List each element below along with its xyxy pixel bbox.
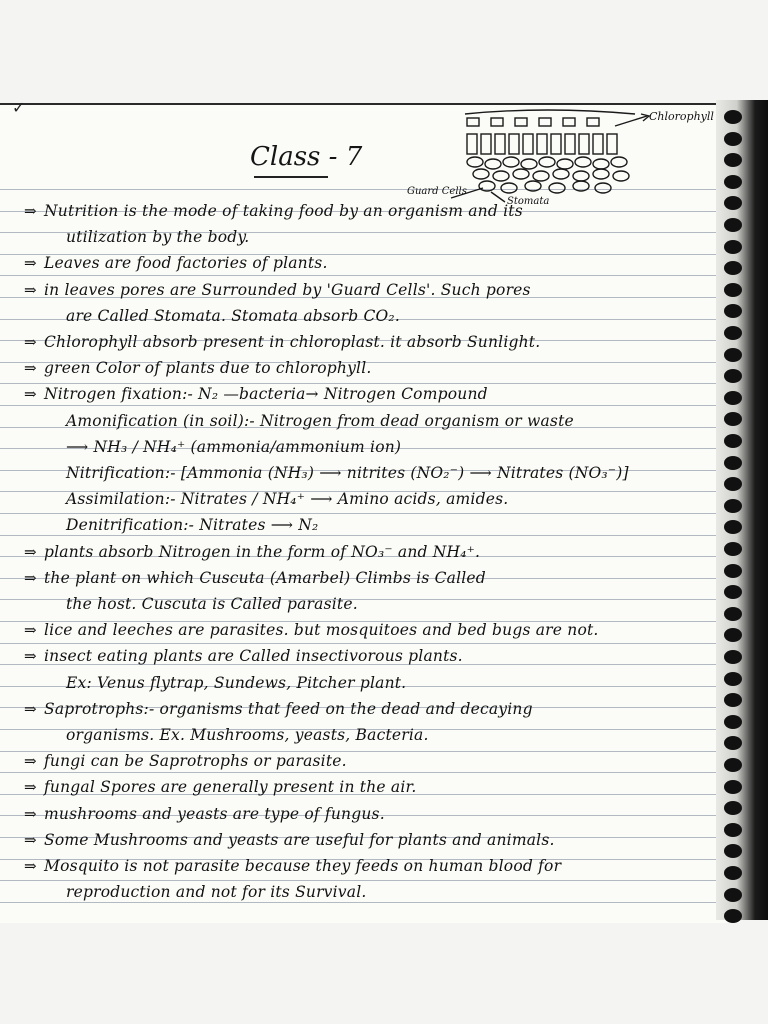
note-arrow: ⇒ [24, 700, 37, 718]
note-line: the plant on which Cuscuta (Amarbel) Climbs is Called [44, 569, 486, 587]
spiral-ring [724, 758, 742, 772]
spiral-ring [724, 736, 742, 750]
ruled-line [0, 880, 740, 881]
tick-mark: ✓ [12, 98, 26, 117]
note-line: in leaves pores are Surrounded by 'Guard Cells'. Such pores [44, 281, 531, 299]
note-line: Leaves are food factories of plants. [44, 254, 328, 272]
ruled-line [0, 643, 740, 644]
spiral-ring [724, 391, 742, 405]
note-line: Denitrification:- Nitrates ⟶ N₂ [66, 516, 319, 534]
leaf-cross-section-diagram [405, 106, 715, 210]
note-arrow: ⇒ [24, 752, 37, 770]
spiral-ring [724, 348, 742, 362]
note-line: utilization by the body. [66, 228, 250, 246]
ruled-line [0, 405, 740, 406]
spiral-ring [724, 304, 742, 318]
ruled-line [0, 513, 740, 514]
note-line: the host. Cuscuta is Called parasite. [66, 595, 358, 613]
note-arrow: ⇒ [24, 385, 37, 403]
title-underline [254, 176, 328, 178]
note-arrow: ⇒ [24, 831, 37, 849]
note-arrow: ⇒ [24, 647, 37, 665]
note-arrow: ⇒ [24, 333, 37, 351]
spiral-ring [724, 650, 742, 664]
note-line: ⟶ NH₃ / NH₄⁺ (ammonia/ammonium ion) [66, 438, 402, 456]
spiral-ring [724, 888, 742, 902]
note-arrow: ⇒ [24, 621, 37, 639]
spiral-ring [724, 261, 742, 275]
note-arrow: ⇒ [24, 359, 37, 377]
note-arrow: ⇒ [24, 254, 37, 272]
spiral-ring [724, 564, 742, 578]
note-line: Nitrogen fixation:- N₂ —bacteria→ Nitrogen Compound [44, 385, 488, 403]
note-line: Saprotrophs:- organisms that feed on the dead and decaying [44, 700, 533, 718]
spiral-ring [724, 153, 742, 167]
spiral-ring [724, 477, 742, 491]
note-arrow: ⇒ [24, 281, 37, 299]
note-arrow: ⇒ [24, 569, 37, 587]
note-line: Some Mushrooms and yeasts are useful for plants and animals. [44, 831, 555, 849]
note-arrow: ⇒ [24, 778, 37, 796]
notebook-page [0, 103, 740, 923]
spiral-ring [724, 909, 742, 923]
note-line: lice and leeches are parasites. but mosquitoes and bed bugs are not. [44, 621, 599, 639]
stomata-label: Stomata [507, 196, 550, 207]
note-line: green Color of plants due to chlorophyll. [44, 359, 372, 377]
note-line: Mosquito is not parasite because they feeds on human blood for [44, 857, 562, 875]
spiral-ring [724, 369, 742, 383]
spiral-ring [724, 499, 742, 513]
spiral-ring [724, 801, 742, 815]
ruled-line [0, 902, 740, 903]
spiral-ring [724, 412, 742, 426]
spiral-ring [724, 715, 742, 729]
ruled-line [0, 275, 740, 276]
note-line: mushrooms and yeasts are type of fungus. [44, 805, 385, 823]
guard-cells-label: Guard Cells [407, 186, 467, 197]
spiral-ring [724, 132, 742, 146]
spiral-ring [724, 456, 742, 470]
note-line: fungal Spores are generally present in the air. [44, 778, 417, 796]
spiral-ring [724, 218, 742, 232]
note-line: Chlorophyll absorb present in chloroplast. it absorb Sunlight. [44, 333, 541, 351]
spiral-ring [724, 110, 742, 124]
note-arrow: ⇒ [24, 202, 37, 220]
spiral-ring [724, 844, 742, 858]
note-line: insect eating plants are Called insectivorous plants. [44, 647, 463, 665]
note-line: Nitrification:- [Ammonia (NH₃) ⟶ nitrites (NO₂⁻) ⟶ Nitrates (NO₃⁻)] [66, 464, 629, 482]
note-line: Amonification (in soil):- Nitrogen from dead organism or waste [66, 412, 574, 430]
ruled-line [0, 535, 740, 536]
note-line: Ex: Venus flytrap, Sundews, Pitcher plant. [66, 674, 407, 692]
note-arrow: ⇒ [24, 805, 37, 823]
chlorophyll-label: Chlorophyll [649, 110, 714, 123]
note-arrow: ⇒ [24, 857, 37, 875]
note-line: are Called Stomata. Stomata absorb CO₂. [66, 307, 400, 325]
note-line: reproduction and not for its Survival. [66, 883, 367, 901]
note-line: Assimilation:- Nitrates / NH₄⁺ ⟶ Amino acids, amides. [66, 490, 509, 508]
spiral-ring [724, 607, 742, 621]
note-line: plants absorb Nitrogen in the form of NO₃⁻ and NH₄⁺. [44, 543, 481, 561]
spiral-ring [724, 175, 742, 189]
spiral-ring [724, 585, 742, 599]
spiral-ring [724, 866, 742, 880]
spiral-ring [724, 780, 742, 794]
note-line: fungi can be Saprotrophs or parasite. [44, 752, 347, 770]
spiral-ring [724, 283, 742, 297]
page-title: Class - 7 [250, 142, 363, 172]
spiral-ring [724, 240, 742, 254]
spiral-ring [724, 628, 742, 642]
ruled-line [0, 383, 740, 384]
note-line: Nutrition is the mode of taking food by an organism and its [44, 202, 523, 220]
spiral-ring [724, 823, 742, 837]
ruled-line [0, 772, 740, 773]
spiral-ring [724, 434, 742, 448]
spiral-ring [724, 672, 742, 686]
spiral-ring [724, 520, 742, 534]
spiral-ring [724, 542, 742, 556]
note-arrow: ⇒ [24, 543, 37, 561]
note-line: organisms. Ex. Mushrooms, yeasts, Bacteria. [66, 726, 429, 744]
spiral-ring [724, 326, 742, 340]
spiral-ring [724, 693, 742, 707]
spiral-ring [724, 196, 742, 210]
